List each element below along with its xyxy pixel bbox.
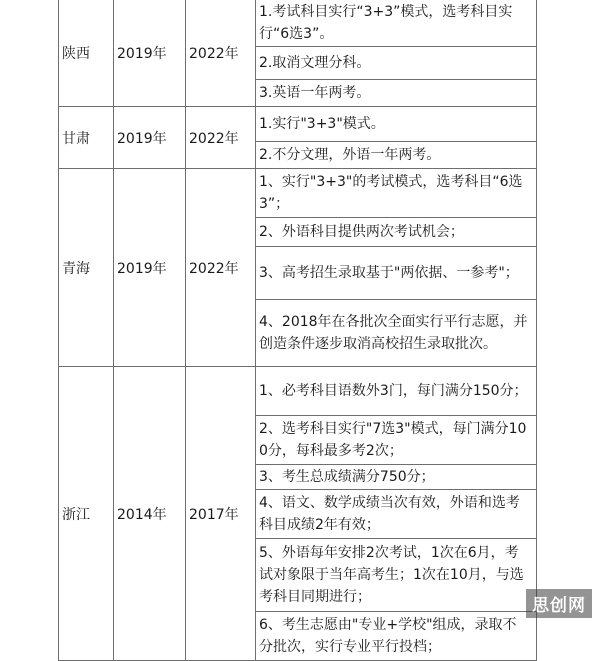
policy-item-text: 1.考试科目实行“3+3”模式，选考科目实行“6选3”。 bbox=[259, 4, 513, 42]
policy-item-text: 3、高考招生录取基于"两依据、一参考"； bbox=[259, 265, 519, 281]
policy-item-text: 1、实行"3+3"的考试模式，选考科目“6选3”； bbox=[259, 174, 523, 212]
end-year-cell: 2022年 bbox=[186, 107, 256, 169]
policy-item-cell bbox=[256, 416, 537, 465]
table-row bbox=[59, 0, 537, 47]
policy-item-text: 2.不分文理，外语一年两考。 bbox=[259, 147, 441, 163]
province-cell: 浙江 bbox=[59, 367, 114, 661]
policy-item-cell bbox=[256, 80, 537, 107]
policy-item-cell bbox=[256, 300, 537, 367]
policy-item-text: 2、选考科目实行"7选3"模式，每门满分100分，每科最多考2次； bbox=[259, 421, 527, 459]
policy-item-text: 1.实行"3+3"模式。 bbox=[259, 116, 385, 132]
policy-item-text: 4、2018年在各批次全面实行平行志愿，并创造条件逐步取消高校招生录取批次。 bbox=[259, 314, 528, 352]
policy-item-cell bbox=[256, 612, 537, 661]
reform-policy-table bbox=[58, 0, 537, 661]
policy-item-text: 2.取消文理分科。 bbox=[259, 55, 371, 71]
policy-item-cell bbox=[256, 47, 537, 80]
policy-item-text: 5、外语每年安排2次考试，1次在6月，考试对象限于当年高考生；1次在10月，与选考科目同期进行； bbox=[259, 545, 524, 605]
policy-item-cell bbox=[256, 218, 537, 247]
policy-item-cell bbox=[256, 539, 537, 612]
policy-item-text: 3、考生总成绩满分750分； bbox=[259, 469, 435, 485]
start-year-cell: 2014年 bbox=[114, 367, 186, 661]
province-cell: 甘肃 bbox=[59, 107, 114, 169]
policy-item-text: 6、考生志愿由"专业+学校"组成，录取不分批次，实行专业平行投档； bbox=[259, 617, 517, 655]
policy-item-text: 2、外语科目提供两次考试机会； bbox=[259, 224, 464, 240]
site-watermark: 思创网 bbox=[526, 589, 592, 618]
province-cell: 陕西 bbox=[59, 0, 114, 107]
policy-item-cell bbox=[256, 142, 537, 169]
table-row bbox=[59, 367, 537, 416]
policy-item-cell bbox=[256, 0, 537, 47]
policy-item-cell bbox=[256, 107, 537, 142]
start-year-cell: 2019年 bbox=[114, 107, 186, 169]
policy-item-cell bbox=[256, 169, 537, 218]
end-year-cell: 2017年 bbox=[186, 367, 256, 661]
start-year-cell: 2019年 bbox=[114, 0, 186, 107]
policy-item-cell bbox=[256, 367, 537, 416]
policy-item-cell bbox=[256, 247, 537, 300]
policy-item-cell bbox=[256, 465, 537, 490]
policy-item-cell bbox=[256, 490, 537, 539]
table-row bbox=[59, 169, 537, 218]
end-year-cell: 2022年 bbox=[186, 169, 256, 367]
policy-item-text: 4、语文、数学成绩当次有效，外语和选考科目成绩2年有效； bbox=[259, 495, 520, 533]
start-year-cell: 2019年 bbox=[114, 169, 186, 367]
end-year-cell: 2022年 bbox=[186, 0, 256, 107]
province-cell: 青海 bbox=[59, 169, 114, 367]
policy-item-text: 3.英语一年两考。 bbox=[259, 85, 371, 101]
table-row bbox=[59, 107, 537, 142]
policy-item-text: 1、必考科目语数外3门，每门满分150分； bbox=[259, 383, 528, 399]
